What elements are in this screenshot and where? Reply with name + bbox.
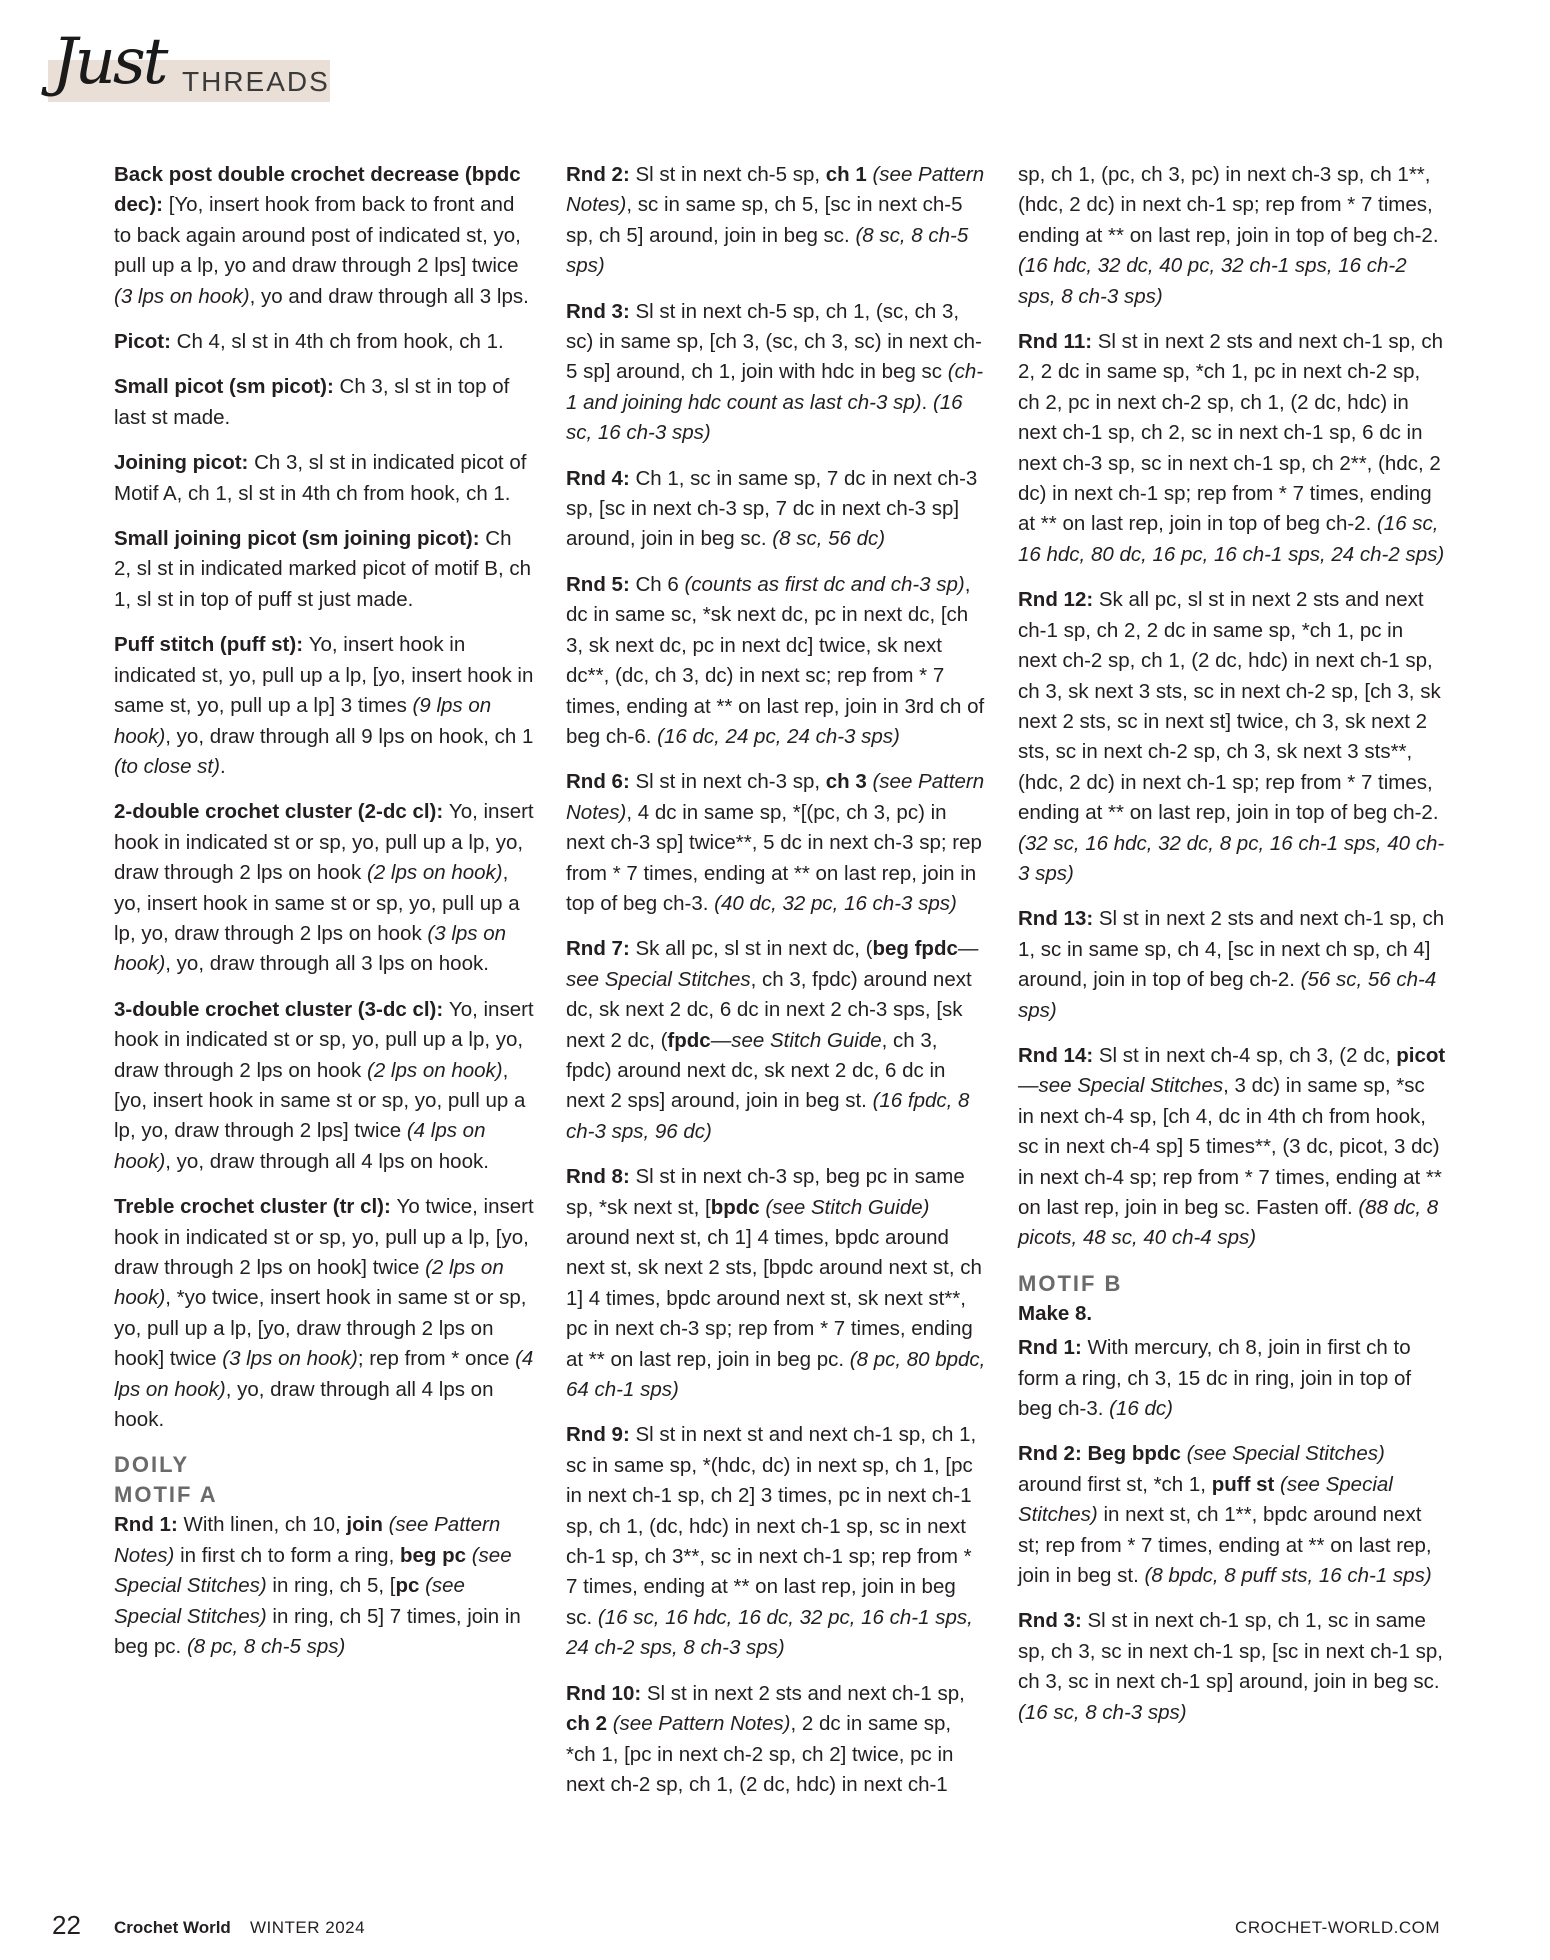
- instruction-paragraph: [114, 372, 534, 433]
- italic-note: (56 sc, 56 ch-4 sps): [1018, 968, 1437, 1022]
- text-run: Sk all pc, sl st in next dc, (: [635, 937, 873, 961]
- instruction-paragraph: [1018, 1041, 1446, 1254]
- instruction-paragraph: [114, 1192, 534, 1435]
- text-run: , ch 3, fpdc) around next dc, sk next 2 dc, 6 dc in next 2 ch-3 sps, [sk next 2 dc, (: [566, 967, 972, 1052]
- bold-term: Rnd 1:: [114, 1513, 184, 1537]
- instruction-paragraph: [114, 1510, 534, 1662]
- text-run: around next st, ch 1] 4 times, bpdc around next st, sk next 2 sts, [bpdc around next st, ch 1] 4 times, bpdc around next st, sk next st**, pc in next ch-3 sp; rep from * 7 times, ending at ** on last rep, join in beg pc.: [566, 1226, 982, 1371]
- instruction-paragraph: [1018, 585, 1446, 889]
- bold-term: Rnd 3:: [1018, 1609, 1088, 1633]
- text-run: Yo, insert hook in indicated st, yo, pull up a lp, [yo, insert hook in same st, yo, pull up a lp] 3 times: [114, 633, 534, 718]
- italic-note: (8 sc, 56 dc): [772, 527, 886, 551]
- instruction-paragraph: [566, 767, 986, 919]
- italic-note: —see Special Stitches: [566, 937, 979, 991]
- text-run: , ch 3, fpdc) around next dc, sk next 2 dc, 6 dc in next 2 sps] around, join in beg st.: [566, 1028, 946, 1113]
- italic-note: (8 pc, 80 bpdc, 64 ch-1 sps): [566, 1347, 986, 1402]
- instruction-paragraph: [566, 1162, 986, 1405]
- text-run: , *yo twice, insert hook in same st or sp, yo, pull up a lp, [yo, draw through 2 lps on hook] twice: [114, 1286, 527, 1371]
- column-3: [1018, 160, 1446, 1743]
- text-run: Sl st in next ch-4 sp, ch 3, (2 dc,: [1098, 1043, 1397, 1067]
- italic-note: (3 lps on hook): [114, 284, 250, 308]
- text-run: , sc in same sp, ch 5, [sc in next ch-5 sp, ch 5] around, join in beg sc.: [566, 193, 963, 247]
- instruction-paragraph: [114, 160, 534, 312]
- italic-note: (ch-1 and joining hdc count as last ch-3 sp): [566, 360, 984, 414]
- instruction-paragraph: [566, 160, 986, 282]
- bold-term: Picot:: [114, 330, 177, 354]
- bold-term: beg pc: [399, 1543, 472, 1567]
- italic-note: (3 lps on hook): [114, 921, 507, 976]
- text-run: Sl st in next 2 sts and next ch-1 sp, ch 1, sc in same sp, ch 4, [sc in next ch sp, ch 4] around, join in top of beg ch-2.: [1018, 907, 1445, 992]
- italic-note: (see Pattern Notes): [566, 770, 985, 824]
- instruction-paragraph: [114, 630, 534, 782]
- bold-term: Rnd 1:: [1018, 1336, 1088, 1360]
- column-1: [114, 160, 534, 1677]
- italic-note: (see Pattern Notes): [612, 1712, 791, 1736]
- bold-term: ch 2: [566, 1712, 613, 1736]
- italic-note: (32 sc, 16 hdc, 32 dc, 8 pc, 16 ch-1 sps, 40 ch-3 sps): [1018, 831, 1445, 885]
- bold-term: Treble crochet cluster (tr cl):: [114, 1195, 397, 1219]
- instruction-paragraph: [114, 797, 534, 979]
- bold-term: Make 8.: [1018, 1301, 1093, 1325]
- italic-note: (8 pc, 8 ch-5 sps): [186, 1635, 346, 1659]
- bold-term: Rnd 3:: [566, 299, 636, 323]
- text-run: , 3 dc) in same sp, *sc in next ch-4 sp, [ch 4, dc in 4th ch from hook, sc in next ch-4 sp] 5 times**, (3 dc, picot, 3 dc) in next ch-4 sp; rep from * 7 times, ending at ** on last rep, join in beg sc. Fasten off.: [1018, 1074, 1442, 1219]
- italic-note: (3 lps on hook): [222, 1347, 358, 1371]
- italic-note: (16 dc, 24 pc, 24 ch-3 sps): [657, 724, 900, 748]
- text-run: .: [219, 754, 226, 778]
- instruction-paragraph: [1018, 1333, 1446, 1424]
- bold-term: Small picot (sm picot):: [114, 375, 340, 399]
- text-run: around first st, *ch 1,: [1018, 1472, 1212, 1496]
- italic-note: (8 sc, 8 ch-5 sps): [566, 223, 969, 278]
- bold-term: Puff stitch (puff st):: [114, 633, 309, 657]
- text-run: [Yo, insert hook from back to front and to back again around post of indicated st, yo, pull up a lp, yo and draw through 2 lps] twice: [114, 193, 521, 278]
- text-run: Sl st in next 2 sts and next ch-1 sp, ch 2, 2 dc in same sp, *ch 1, pc in next ch-2 sp, ch 2, pc in next ch-2 sp, ch 1, (2 dc, hdc) in next ch-1 sp, ch 2, sc in next ch-1 sp, 6 dc in next ch-3 sp, sc in next ch-1 sp, ch 2**, (hdc, 2 dc) in next ch-1 sp; rep from * 7 times, ending at ** on last rep, join in top of beg ch-2.: [1018, 330, 1444, 536]
- bold-term: Rnd 14:: [1018, 1043, 1099, 1067]
- text-run: Sl st in next st and next ch-1 sp, ch 1, sc in same sp, *(hdc, dc) in next sp, ch 1, [pc in next ch-1 sp, ch 2] 3 times, pc in next ch-1 sp, ch 1, (dc, hdc) in next ch-1 sp, sc in next ch-1 sp, ch 3**, sc in next ch-1 sp; rep from * 7 times, ending at ** on last rep, join in beg sc.: [566, 1423, 977, 1629]
- instruction-paragraph: [566, 1420, 986, 1663]
- bold-term: puff st: [1211, 1472, 1281, 1496]
- bold-term: Rnd 2:: [566, 163, 636, 186]
- text-run: .: [921, 390, 933, 414]
- italic-note: (16 sc, 16 hdc, 80 dc, 16 pc, 16 ch-1 sps, 24 ch-2 sps): [1018, 512, 1445, 566]
- bold-term: Rnd 4:: [566, 466, 636, 490]
- bold-term: Rnd 12:: [1018, 588, 1099, 612]
- instruction-paragraph: [1018, 160, 1446, 312]
- text-run: Ch 2, sl st in indicated marked picot of motif B, ch 1, sl st in top of puff st just made.: [114, 527, 532, 611]
- italic-note: (8 bpdc, 8 puff sts, 16 ch-1 sps): [1144, 1564, 1432, 1588]
- bold-term: Rnd 6:: [566, 770, 636, 794]
- text-run: Sk all pc, sl st in next 2 sts and next ch-1 sp, ch 2, 2 dc in same sp, *ch 1, pc in next ch-2 sp, ch 1, (2 dc, hdc) in next ch-1 sp, ch 3, sk next 3 sts, sc in next ch-2 sp, [ch 3, sk next 2 sts, sc in next st] twice, ch 3, sk next 2 sts, sc in next ch-2 sp, ch 3, sk next 3 sts**, (hdc, 2 dc) in next ch-1 sp; rep from * 7 times, ending at ** on last rep, join in top of beg ch-2.: [1018, 588, 1441, 825]
- italic-note: (16 fpdc, 8 ch-3 sps, 96 dc): [566, 1089, 970, 1143]
- section-heading: MOTIF B: [1018, 1270, 1123, 1296]
- italic-note: (see Special Stitches): [114, 1574, 465, 1628]
- instruction-paragraph: [114, 448, 534, 509]
- italic-note: (see Special Stitches): [1186, 1442, 1385, 1466]
- bold-term: beg fpdc: [872, 937, 958, 961]
- instruction-paragraph: [566, 464, 986, 555]
- bold-term: Rnd 11:: [1018, 330, 1098, 354]
- instruction-paragraph: [114, 327, 534, 357]
- bold-term: fpdc: [667, 1028, 711, 1052]
- italic-note: (2 lps on hook): [114, 1256, 504, 1310]
- bold-term: 2-double crochet cluster (2-dc cl):: [114, 800, 449, 824]
- italic-note: (88 dc, 8 picots, 48 sc, 40 ch-4 sps): [1018, 1196, 1439, 1250]
- italic-note: (16 hdc, 32 dc, 40 pc, 32 ch-1 sps, 16 ch-2 sps, 8 ch-3 sps): [1018, 254, 1407, 308]
- italic-note: (16 sc, 8 ch-3 sps): [1018, 1700, 1187, 1724]
- bold-term: bpdc: [710, 1195, 766, 1219]
- bold-term: Small joining picot (sm joining picot):: [114, 527, 486, 551]
- text-run: With linen, ch 10,: [183, 1513, 347, 1537]
- text-run: , yo, draw through all 4 lps on hook.: [114, 1377, 494, 1432]
- italic-note: (40 dc, 32 pc, 16 ch-3 sps): [714, 891, 957, 915]
- bold-term: Beg bpdc: [1087, 1442, 1187, 1466]
- italic-note: (2 lps on hook): [367, 861, 503, 885]
- bold-term: Joining picot:: [114, 451, 255, 475]
- italic-note: (16 sc, 16 hdc, 16 dc, 32 pc, 16 ch-1 sps, 24 ch-2 sps, 8 ch-3 sps): [566, 1605, 973, 1660]
- text-run: Sl st in next 2 sts and next ch-1 sp,: [646, 1681, 965, 1705]
- magazine-name: Crochet World: [114, 1918, 231, 1937]
- italic-note: (4 lps on hook): [114, 1119, 486, 1173]
- bold-term: Rnd 10:: [566, 1681, 647, 1705]
- text-run: Sl st in next ch-5 sp,: [635, 163, 826, 186]
- instruction-paragraph: [1018, 1299, 1446, 1329]
- text-run: , [yo, insert hook in same st or sp, yo, pull up a lp, yo, draw through 2 lps] twice: [114, 1058, 526, 1143]
- text-run: sp, ch 1, (pc, ch 3, pc) in next ch-3 sp, ch 1**, (hdc, 2 dc) in next ch-1 sp; rep from * 7 times, ending at ** on last rep, join in top of beg ch-2.: [1018, 163, 1439, 247]
- brand-script-just: Just: [52, 25, 166, 99]
- column-2: [566, 160, 986, 1815]
- bold-term: Rnd 8:: [566, 1165, 636, 1189]
- text-run: With mercury, ch 8, join in first ch to form a ring, ch 3, 15 dc in ring, join in top of beg ch-3.: [1018, 1336, 1412, 1421]
- instruction-paragraph: [566, 570, 986, 752]
- text-run: , 2 dc in same sp, *ch 1, [pc in next ch-2 sp, ch 2] twice, pc in next ch-2 sp, ch 1, (2 dc, hdc) in next ch-1: [566, 1712, 954, 1796]
- text-run: Ch 6: [635, 572, 685, 596]
- website: CROCHET-WORLD.COM: [1235, 1918, 1440, 1937]
- italic-note: (to close st): [114, 754, 220, 778]
- text-run: , dc in same sc, *sk next dc, pc in next dc, [ch 3, sk next dc, pc in next dc] twice, sk next dc**, (dc, ch 3, dc) in next sc; rep from * 7 times, ending at ** on last rep, join in 3rd ch of beg ch-6.: [566, 572, 985, 748]
- bold-term: ch 3: [825, 770, 873, 794]
- italic-note: (see Stitch Guide): [765, 1195, 930, 1219]
- italic-note: —see Stitch Guide: [710, 1028, 882, 1052]
- italic-note: (16 dc): [1109, 1397, 1173, 1421]
- italic-note: (16 sc, 16 ch-3 sps): [566, 390, 963, 445]
- bold-term: Rnd 7:: [566, 937, 636, 961]
- bold-term: ch 1: [825, 163, 873, 186]
- text-run: Ch 3, sl st in indicated picot of Motif A, ch 1, sl st in 4th ch from hook, ch 1.: [114, 451, 527, 505]
- text-run: Yo, insert hook in indicated st or sp, yo, pull up a lp, yo, draw through 2 lps on hook: [114, 997, 534, 1082]
- magazine-issue: WINTER 2024: [250, 1918, 366, 1937]
- text-run: Yo twice, insert hook in indicated st or sp, yo, pull up a lp, [yo, draw through 2 lps on hook] twice: [114, 1195, 534, 1279]
- text-run: Ch 1, sc in same sp, 7 dc in next ch-3 sp, [sc in next ch-3 sp, 7 dc in next ch-3 sp] around, join in beg sc.: [566, 466, 978, 551]
- text-run: , 4 dc in same sp, *[(pc, ch 3, pc) in next ch-3 sp] twice**, 5 dc in next ch-3 sp; rep from * 7 times, ending at ** on last rep, join in top of beg ch-3.: [566, 800, 982, 915]
- text-run: , yo, draw through all 9 lps on hook, ch 1: [165, 724, 534, 748]
- section-heading: DOILY: [114, 1452, 190, 1478]
- text-run: in first ch to form a ring,: [174, 1543, 400, 1567]
- italic-note: (9 lps on hook): [114, 694, 492, 748]
- instruction-paragraph: [114, 995, 534, 1177]
- instruction-paragraph: [114, 524, 534, 615]
- bold-term: join: [346, 1513, 389, 1537]
- text-run: Ch 3, sl st in top of last st made.: [114, 375, 510, 429]
- text-run: Ch 4, sl st in 4th ch from hook, ch 1.: [176, 330, 504, 354]
- italic-note: (see Special Stitches): [1018, 1472, 1393, 1527]
- italic-note: (see Pattern Notes): [566, 163, 985, 217]
- text-run: Sl st in next ch-5 sp, ch 1, (sc, ch 3, sc) in same sp, [ch 3, (sc, ch 3, sc) in next ch-5 sp] around, ch 1, join with hdc in beg sc: [566, 299, 982, 384]
- text-run: , yo, insert hook in same st or sp, yo, pull up a lp, yo, draw through 2 lps on hook: [114, 861, 520, 945]
- text-run: Yo, insert hook in indicated st or sp, yo, pull up a lp, yo, draw through 2 lps on hook: [114, 800, 534, 885]
- instruction-paragraph: [1018, 1606, 1446, 1728]
- bold-term: picot: [1396, 1043, 1446, 1067]
- text-run: in ring, ch 5, [: [266, 1574, 396, 1598]
- instruction-paragraph: [1018, 1439, 1446, 1591]
- text-run: , yo and draw through all 3 lps.: [249, 284, 529, 308]
- text-run: Sl st in next ch-3 sp, beg pc in same sp, *sk next st, [: [566, 1165, 965, 1219]
- instruction-paragraph: [566, 1679, 986, 1801]
- bold-term: Back post double crochet decrease (bpdc dec):: [114, 163, 521, 217]
- instruction-paragraph: [566, 934, 986, 1147]
- page-number: 22: [52, 1910, 81, 1940]
- bold-term: pc: [395, 1574, 426, 1598]
- text-run: , yo, draw through all 4 lps on hook.: [165, 1149, 489, 1173]
- text-run: in ring, ch 5] 7 times, join in beg pc.: [114, 1604, 521, 1659]
- text-run: in next st, ch 1**, bpdc around next st; rep from * 7 times, ending at ** on last rep, join in beg st.: [1018, 1503, 1432, 1588]
- text-run: Sl st in next ch-3 sp,: [635, 770, 826, 794]
- instruction-paragraph: [1018, 904, 1446, 1026]
- italic-note: (4 lps on hook): [114, 1347, 534, 1401]
- brand-threads: THREADS: [182, 66, 330, 97]
- bold-term: Rnd 5:: [566, 572, 636, 596]
- instruction-paragraph: [1018, 327, 1446, 570]
- bold-term: 3-double crochet cluster (3-dc cl):: [114, 997, 449, 1021]
- italic-note: (see Pattern Notes): [114, 1513, 501, 1567]
- italic-note: —see Special Stitches: [1018, 1074, 1224, 1098]
- instruction-paragraph: [566, 297, 986, 449]
- italic-note: (see Special Stitches): [114, 1543, 512, 1598]
- bold-term: Rnd 13:: [1018, 907, 1099, 931]
- section-heading: MOTIF A: [114, 1482, 218, 1508]
- italic-note: (2 lps on hook): [367, 1058, 503, 1082]
- bold-term: Rnd 9:: [566, 1423, 636, 1447]
- text-run: , yo, draw through all 3 lps on hook.: [165, 952, 489, 976]
- bold-term: Rnd 2:: [1018, 1442, 1088, 1466]
- text-run: ; rep from * once: [357, 1347, 516, 1371]
- italic-note: (counts as first dc and ch-3 sp): [684, 572, 965, 596]
- text-run: Sl st in next ch-1 sp, ch 1, sc in same sp, ch 3, sc in next ch-1 sp, [sc in next ch-1 sp, ch 3, sc in next ch-1 sp] around, join in beg sc.: [1018, 1609, 1443, 1694]
